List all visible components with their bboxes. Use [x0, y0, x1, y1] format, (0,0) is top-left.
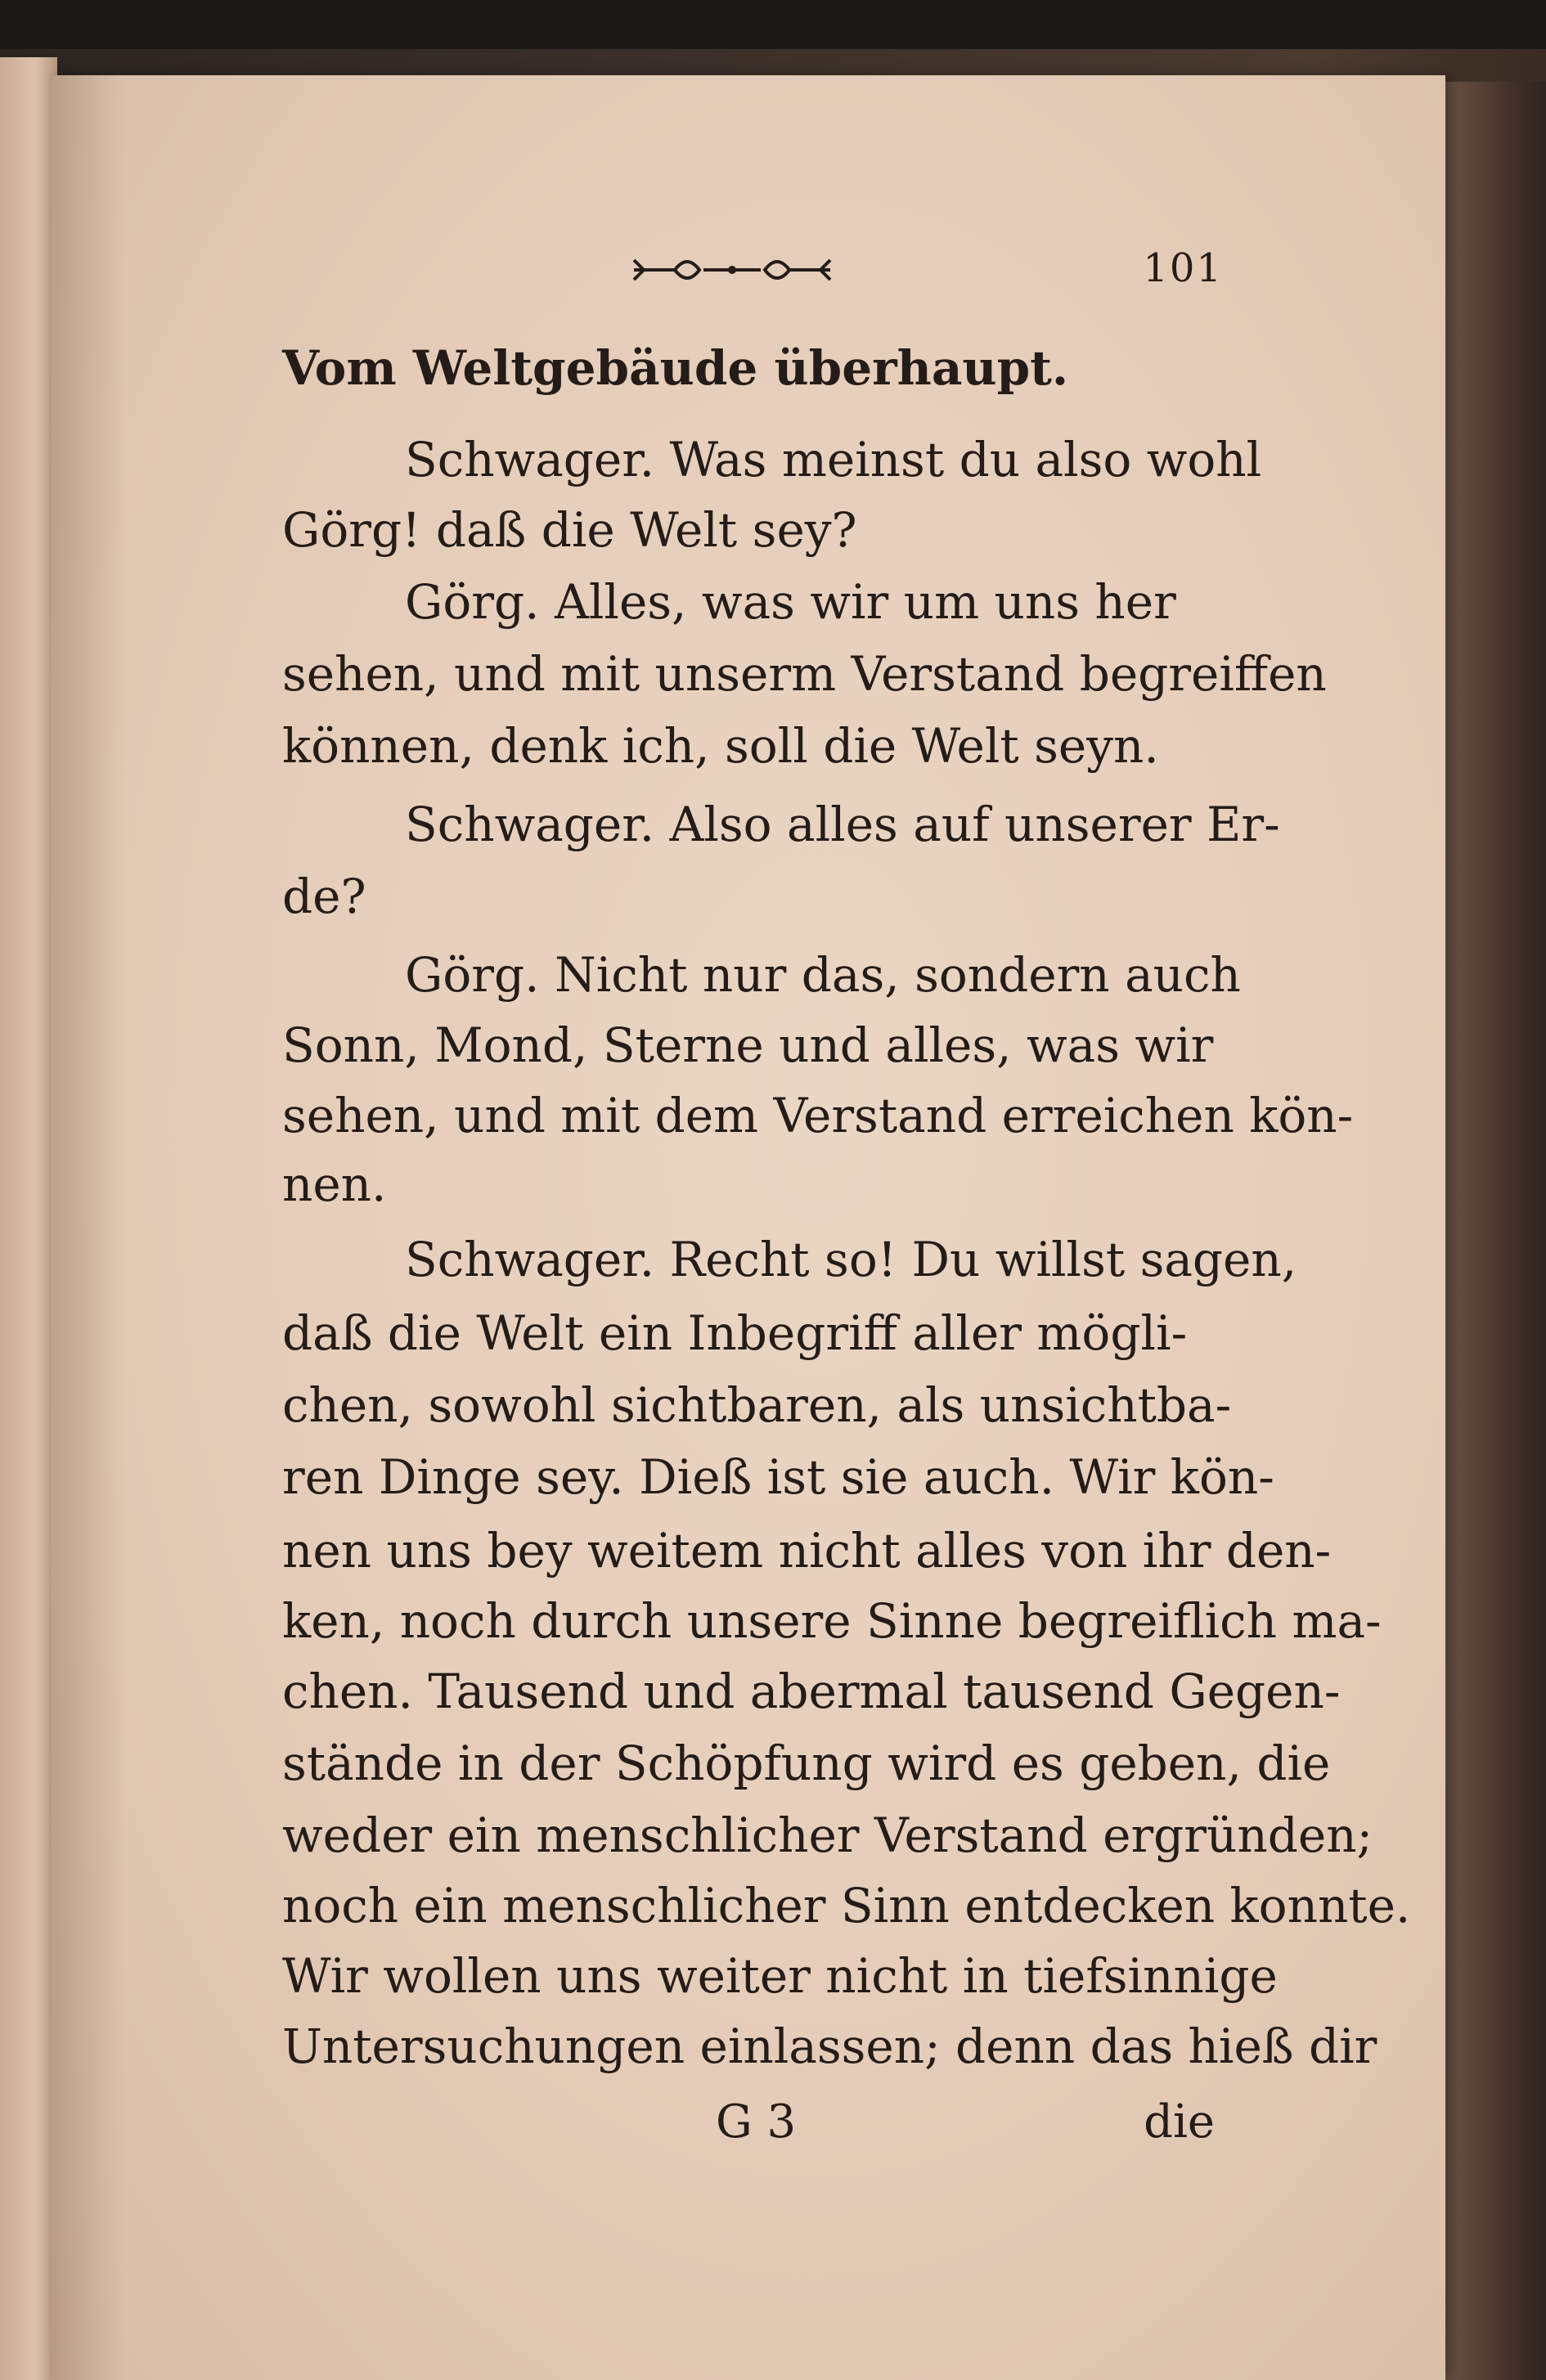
- catchword: die: [1144, 2095, 1215, 2149]
- left-page-edge: [0, 57, 57, 2380]
- text-line: Görg. Alles, was wir um uns her: [405, 574, 1176, 630]
- text-line: daß die Welt ein Inbegriff aller mögli-: [282, 1305, 1188, 1361]
- book-page: [51, 75, 1445, 2380]
- text-line: noch ein menschlicher Sinn entdecken konnte.: [282, 1878, 1411, 1933]
- text-line: weder ein menschlicher Verstand ergründen;: [282, 1807, 1373, 1863]
- text-line: stände in der Schöpfung wird es geben, die: [282, 1736, 1331, 1791]
- page-footer: [282, 2095, 1223, 2161]
- text-line: Sonn, Mond, Sterne und alles, was wir: [282, 1017, 1214, 1073]
- text-line: Görg. Nicht nur das, sondern auch: [405, 947, 1241, 1003]
- text-line: chen. Tausend und abermal tausend Gegen-: [282, 1664, 1341, 1719]
- printer-ornament-icon: [626, 245, 838, 294]
- running-header: [282, 245, 1223, 311]
- page-gutter-shadow: [51, 75, 124, 2380]
- text-line: Görg! daß die Welt sey?: [282, 502, 857, 558]
- text-line: Schwager. Was meinst du also wohl: [405, 432, 1262, 487]
- text-line: nen uns bey weitem nicht alles von ihr den-: [282, 1523, 1332, 1578]
- text-line: chen, sowohl sichtbaren, als unsichtba-: [282, 1377, 1232, 1433]
- text-line: ken, noch durch unsere Sinne begreiflich ma-: [282, 1593, 1382, 1649]
- text-line: können, denk ich, soll die Welt seyn.: [282, 718, 1159, 774]
- right-cover-edge: [1445, 82, 1546, 2380]
- text-line: Wir wollen uns weiter nicht in tiefsinnige: [282, 1948, 1278, 2004]
- text-line: ren Dinge sey. Dieß ist sie auch. Wir kön-: [282, 1449, 1274, 1505]
- printer-signature: G 3: [716, 2095, 797, 2149]
- text-line: sehen, und mit dem Verstand erreichen kön-: [282, 1088, 1354, 1143]
- text-line: nen.: [282, 1156, 387, 1212]
- text-line: Untersuchungen einlassen; denn das hieß dir: [282, 2019, 1377, 2074]
- page-number: 101: [1143, 245, 1223, 291]
- text-line: Schwager. Also alles auf unserer Er-: [405, 797, 1280, 852]
- text-line: de?: [282, 869, 366, 924]
- section-title: Vom Weltgebäude überhaupt.: [282, 340, 1069, 396]
- text-line: sehen, und mit unserm Verstand begreiffen: [282, 646, 1327, 702]
- text-line: Schwager. Recht so! Du willst sagen,: [405, 1232, 1297, 1287]
